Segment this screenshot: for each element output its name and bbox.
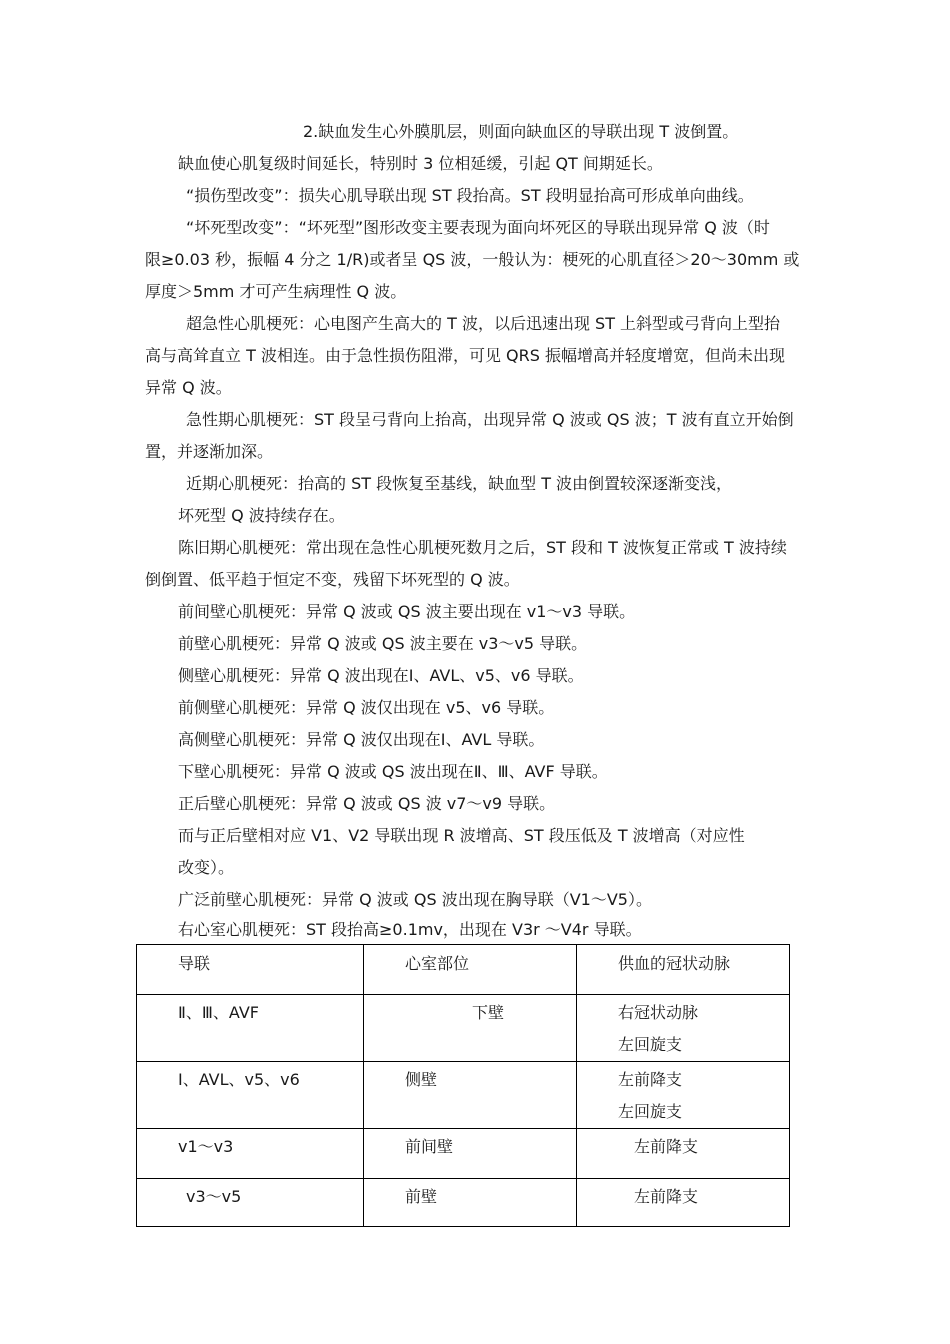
cell-site — [364, 995, 577, 1062]
table-row — [137, 1062, 790, 1129]
paragraph-line: 超急性心肌梗死：心电图产生高大的 T 波，以后迅速出现 ST 上斜型或弓背向上型抬 — [186, 314, 781, 333]
paragraph-line: 前间壁心肌梗死：异常 Q 波或 QS 波主要出现在 v1～v3 导联。 — [178, 602, 636, 621]
cell-lead — [137, 995, 364, 1062]
paragraph-line: 限≥0.03 秒，振幅 4 分之 1/R)或者呈 QS 波，一般认为：梗死的心肌直径＞20～30mm 或 — [145, 250, 800, 269]
cell-site — [364, 1062, 577, 1129]
paragraph-line: 急性期心肌梗死：ST 段呈弓背向上抬高，出现异常 Q 波或 QS 波；T 波有直立开始倒 — [186, 410, 794, 429]
header-cell-site — [364, 945, 577, 995]
paragraph-line: 倒倒置、低平趋于恒定不变，残留下坏死型的 Q 波。 — [145, 570, 520, 589]
site-value: 下壁 — [472, 1003, 505, 1022]
cell-artery — [577, 995, 790, 1062]
artery-value: 左前降支 — [634, 1137, 699, 1156]
paragraph-line: 2.缺血发生心外膜肌层，则面向缺血区的导联出现 T 波倒置。 — [303, 122, 739, 141]
paragraph-line: 下壁心肌梗死：异常 Q 波或 QS 波出现在Ⅱ、Ⅲ、AVF 导联。 — [178, 762, 608, 781]
paragraph-line: 广泛前壁心肌梗死：异常 Q 波或 QS 波出现在胸导联（V1～V5）。 — [178, 890, 652, 909]
header-site: 心室部位 — [405, 954, 470, 973]
cell-lead — [137, 1062, 364, 1129]
paragraph-line: 缺血使心肌复级时间延长，特别时 3 位相延缓，引起 QT 间期延长。 — [178, 154, 663, 173]
paragraph-line: 异常 Q 波。 — [145, 378, 232, 397]
paragraph-line: 置，并逐渐加深。 — [145, 442, 274, 461]
header-lead: 导联 — [178, 954, 211, 973]
paragraph-line: 高侧壁心肌梗死：异常 Q 波仅出现在Ⅰ、AVL 导联。 — [178, 730, 545, 749]
paragraph-line: 坏死型 Q 波持续存在。 — [178, 506, 345, 525]
header-cell-artery — [577, 945, 790, 995]
lead-value: v1～v3 — [178, 1137, 234, 1156]
cell-site — [364, 1179, 577, 1227]
cell-artery — [577, 1062, 790, 1129]
artery-value: 左前降支 — [618, 1070, 683, 1089]
paragraph-line: 侧壁心肌梗死：异常 Q 波出现在Ⅰ、AVL、v5、v6 导联。 — [178, 666, 584, 685]
artery-value: 左回旋支 — [618, 1102, 683, 1121]
cell-lead — [137, 1129, 364, 1179]
paragraph-line: 前侧壁心肌梗死：异常 Q 波仅出现在 v5、v6 导联。 — [178, 698, 555, 717]
paragraph-line: “损伤型改变”：损失心肌导联出现 ST 段抬高。ST 段明显抬高可形成单向曲线。 — [186, 186, 754, 205]
artery-value: 左回旋支 — [618, 1035, 683, 1054]
paragraph-line: 而与正后壁相对应 V1、V2 导联出现 R 波增高、ST 段压低及 T 波增高（对应性 — [178, 826, 745, 845]
paragraph-line: 前壁心肌梗死：异常 Q 波或 QS 波主要在 v3～v5 导联。 — [178, 634, 588, 653]
artery-value: 左前降支 — [634, 1187, 699, 1206]
paragraph-line: 近期心肌梗死：抬高的 ST 段恢复至基线，缺血型 T 波由倒置较深逐渐变浅， — [186, 474, 733, 493]
lead-value: Ⅰ、AVL、v5、v6 — [178, 1070, 300, 1089]
paragraph-line: 改变）。 — [178, 858, 235, 877]
lead-location-table — [136, 944, 790, 1227]
site-value: 前壁 — [405, 1187, 438, 1206]
lead-value: Ⅱ、Ⅲ、AVF — [178, 1003, 259, 1022]
table-row — [137, 995, 790, 1062]
cell-artery — [577, 1179, 790, 1227]
paragraph-line: “坏死型改变”：“坏死型”图形改变主要表现为面向坏死区的导联出现异常 Q 波（时 — [186, 218, 770, 237]
table-row — [137, 1129, 790, 1179]
cell-artery — [577, 1129, 790, 1179]
table-row — [137, 1179, 790, 1227]
header-cell-lead — [137, 945, 364, 995]
paragraph-line: 右心室心肌梗死：ST 段抬高≥0.1mv，出现在 V3r ～V4r 导联。 — [178, 920, 642, 939]
table-header-row — [137, 945, 790, 995]
site-value: 侧壁 — [405, 1070, 438, 1089]
cell-site — [364, 1129, 577, 1179]
paragraph-line: 高与高耸直立 T 波相连。由于急性损伤阻滞，可见 QRS 振幅增高并轻度增宽，但尚未出现 — [145, 346, 785, 365]
site-value: 前间壁 — [405, 1137, 454, 1156]
paragraph-line: 陈旧期心肌梗死：常出现在急性心肌梗死数月之后，ST 段和 T 波恢复正常或 T 波持续 — [178, 538, 787, 557]
paragraph-line: 厚度＞5mm 才可产生病理性 Q 波。 — [145, 282, 407, 301]
artery-value: 右冠状动脉 — [618, 1003, 699, 1022]
header-artery: 供血的冠状动脉 — [618, 954, 731, 973]
cell-lead — [137, 1179, 364, 1227]
lead-value: v3～v5 — [186, 1187, 242, 1206]
paragraph-line: 正后壁心肌梗死：异常 Q 波或 QS 波 v7～v9 导联。 — [178, 794, 556, 813]
